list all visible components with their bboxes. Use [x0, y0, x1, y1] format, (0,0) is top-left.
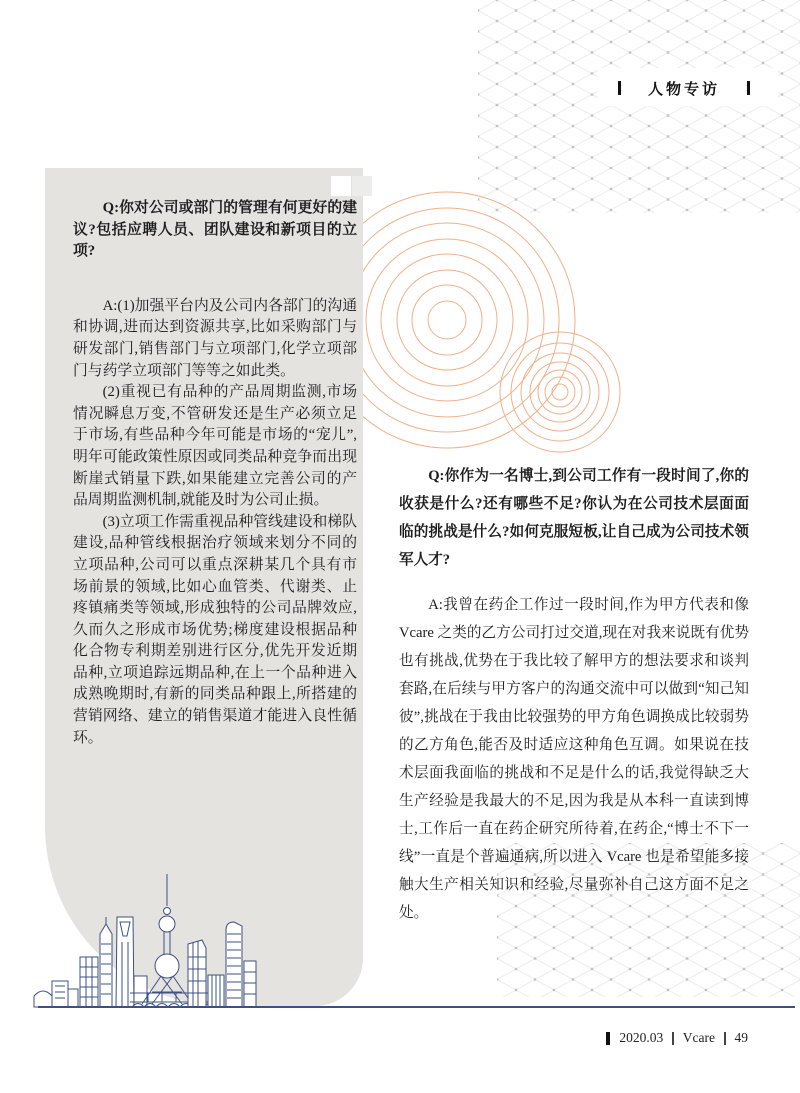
footer-rule [38, 1006, 795, 1008]
left-qa-column [73, 198, 357, 749]
question-2: Q:你作为一名博士,到公司工作有一段时间了,你的收获是什么?还有哪些不足?你认为在公司技术层面面临的挑战是什么?如何克服短板,让自己成为公司技术领军人才? [399, 468, 749, 568]
footer-bar-icon [606, 1032, 610, 1045]
page-footer [0, 1030, 748, 1046]
header-rule-left [618, 81, 621, 95]
header-rule-right [747, 81, 750, 95]
answer-1-part-2: (2)重视已有品种的产品周期监测,市场情况瞬息万变,不管研发还是生产必须立足于市场,有些品种今年可能是市场的“宠儿”,明年可能政策性原因或同类品种竞争而出现断崖式销量下跌,如果能建立完善公司的产品周期监测机制,就能及时为公司止损。 [73, 384, 357, 509]
answer-2: A:我曾在药企工作过一段时间,作为甲方代表和像 Vcare 之类的乙方公司打过交道,现在对我来说既有优势也有挑战,优势在于我比较了解甲方的想法要求和谈判套路,在后续与甲方客户的沟通交流中可以做到“知己知彼”,挑战在于我由比较强势的甲方角色调换成比较弱势的乙方角色,能否及时适应这种角色互调。如果说在技术层面我面临的挑战和不足是什么的话,我觉得缺乏大生产经验是我最大的不足,因为我是从本科一直读到博士,工作后一直在药企研究所待着,在药企,“博士不下一线”一直是个普遍通病,所以进入 Vcare 也是希望能多接触大生产相关知识和经验,尽量弥补自己这方面不足之处。 [399, 597, 749, 921]
footer-issue: 2020.03 [619, 1030, 664, 1045]
answer-1-part-1: A:(1)加强平台内及公司内各部门的沟通和协调,进而达到资源共享,比如采购部门与研发部门,销售部门与立项部门,化学立项部门与药学立项部门等等之如此类。 [73, 297, 357, 379]
right-qa-column [399, 462, 749, 927]
section-title: 人物专访 [647, 81, 720, 98]
footer-brand: Vcare [682, 1030, 715, 1045]
section-header [618, 76, 750, 100]
panel-notch-white [331, 176, 351, 196]
panel-notch-gray [352, 176, 372, 196]
footer-separator-icon [724, 1032, 726, 1045]
answer-1-part-3: (3)立项工作需重视品种管线建设和梯队建设,品种管线根据治疗领域来划分不同的立项品种,公司可以重点深耕某几个具有市场前景的领域,比如心血管类、代谢类、止疼镇痛类等领域,形成独特的公司品牌效应,久而久之形成市场优势;梯度建设根据品种化合物专利期差别进行区分,优先开发近期品种,立项追踪远期品种,在上一个品种进入成熟晚期时,有新的同类品种跟上,所搭建的营销网络、建立的销售渠道才能进入良性循环。 [73, 513, 357, 746]
question-1: Q:你对公司或部门的管理有何更好的建议?包括应聘人员、团队建设和新项目的立项? [73, 200, 357, 260]
footer-separator-icon [672, 1032, 674, 1045]
footer-page-number: 49 [734, 1030, 748, 1045]
